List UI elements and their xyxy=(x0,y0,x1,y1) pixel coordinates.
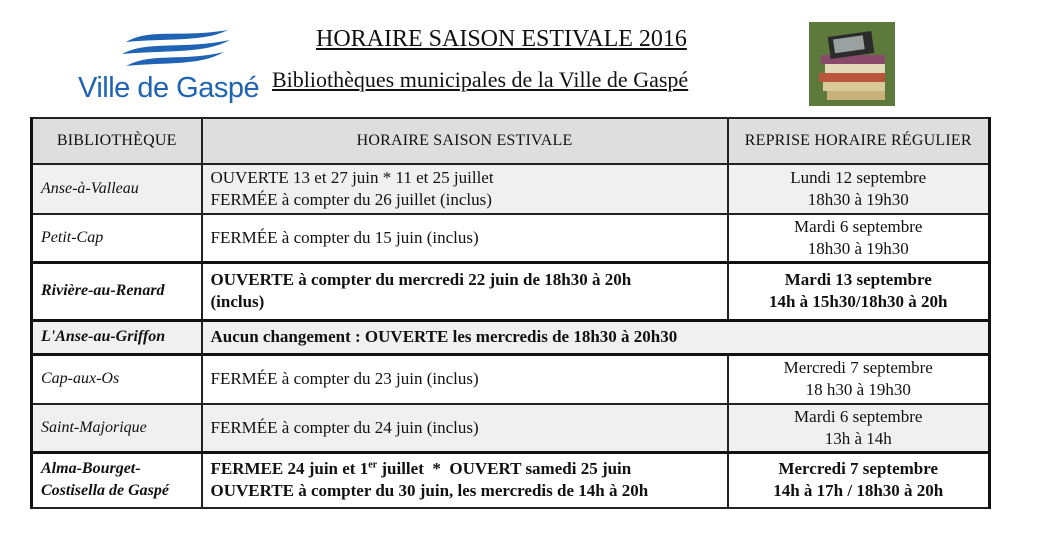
horaire-line xyxy=(211,458,719,480)
books-ereader-photo xyxy=(809,22,895,106)
library-name: L'Anse-au-Griffon xyxy=(32,320,202,354)
horaire-line: OUVERTE à compter du mercredi 22 juin de 18h30 à 20h xyxy=(210,270,632,289)
horaire-cell xyxy=(202,452,728,508)
page-subtitle: Bibliothèques municipales de la Ville de Gaspé xyxy=(272,67,689,92)
horaire-line: Aucun changement : OUVERTE les mercredis de 18h30 à 20h30 xyxy=(210,327,678,346)
reprise-cell xyxy=(728,404,990,452)
reprise-hours: 18 h30 à 19h30 xyxy=(805,380,911,400)
reprise-date: Mercredi 7 septembre xyxy=(778,459,939,479)
logo-text: Ville de Gaspé xyxy=(78,72,260,104)
reprise-date: Mardi 6 septembre xyxy=(794,216,923,236)
reprise-cell xyxy=(728,164,990,214)
reprise-date: Mardi 6 septembre xyxy=(794,406,923,426)
horaire-cell xyxy=(202,262,728,320)
books-stack-icon xyxy=(809,22,895,106)
library-name: Petit-Cap xyxy=(32,214,202,262)
horaire-line: FERMÉE à compter du 24 juin (inclus) xyxy=(210,417,479,437)
reprise-hours: 13h à 14h xyxy=(824,428,892,448)
library-name: Anse-à-Valleau xyxy=(32,164,202,214)
reprise-cell xyxy=(728,214,990,262)
table-row xyxy=(32,354,990,404)
reprise-hours: 14h à 17h / 18h30 à 20h xyxy=(773,481,944,501)
ordinal-superscript: er xyxy=(368,459,378,471)
reprise-hours: 18h30 à 19h30 xyxy=(807,238,909,258)
table-row xyxy=(32,320,990,354)
library-name: Rivière-au-Renard xyxy=(32,262,202,320)
reprise-cell xyxy=(728,262,990,320)
header-bibliotheque: BIBLIOTHÈQUE xyxy=(32,118,202,164)
reprise-hours: 14h à 15h30/18h30 à 20h xyxy=(768,292,948,311)
library-name: Cap-aux-Os xyxy=(32,354,202,404)
horaire-line: FERMÉE à compter du 15 juin (inclus) xyxy=(210,227,479,247)
ville-de-gaspe-logo xyxy=(78,28,260,108)
table-row xyxy=(32,164,990,214)
reprise-cell xyxy=(728,354,990,404)
horaire-line: FERMÉE à compter du 26 juillet (inclus) xyxy=(210,190,492,209)
table-row xyxy=(32,214,990,262)
library-name-line: Costisella de Gaspé xyxy=(41,482,169,500)
horaire-line: OUVERTE à compter du 30 juin, les mercredis de 14h à 20h xyxy=(210,481,649,501)
horaire-text: juillet * OUVERT samedi 25 juin xyxy=(377,459,632,479)
horaire-cell xyxy=(202,354,728,404)
reprise-date: Mercredi 7 septembre xyxy=(783,358,933,378)
horaire-cell xyxy=(202,320,990,354)
waves-logo-icon xyxy=(120,28,232,74)
horaire-line: OUVERTE 13 et 27 juin * 11 et 25 juillet xyxy=(210,168,494,187)
library-name-line: Alma-Bourget- xyxy=(41,460,141,478)
reprise-date: Lundi 12 septembre xyxy=(790,168,927,187)
header-reprise: REPRISE HORAIRE RÉGULIER xyxy=(728,118,990,164)
horaire-text: FERMEE 24 juin et 1 xyxy=(210,459,369,479)
horaire-cell xyxy=(202,404,728,452)
library-name xyxy=(32,452,202,508)
reprise-cell xyxy=(728,452,990,508)
schedule-table xyxy=(30,117,991,509)
table-header-row xyxy=(32,118,990,164)
table-row xyxy=(32,452,990,508)
horaire-line: FERMÉE à compter du 23 juin (inclus) xyxy=(210,369,479,389)
table-row xyxy=(32,404,990,452)
header-horaire: HORAIRE SAISON ESTIVALE xyxy=(202,118,728,164)
reprise-date: Mardi 13 septembre xyxy=(784,270,932,289)
page-title: HORAIRE SAISON ESTIVALE 2016 xyxy=(316,26,687,52)
horaire-cell xyxy=(202,164,728,214)
table-row xyxy=(32,262,990,320)
horaire-line: (inclus) xyxy=(210,292,265,311)
reprise-hours: 18h30 à 19h30 xyxy=(807,190,909,209)
library-name: Saint-Majorique xyxy=(32,404,202,452)
horaire-cell xyxy=(202,214,728,262)
